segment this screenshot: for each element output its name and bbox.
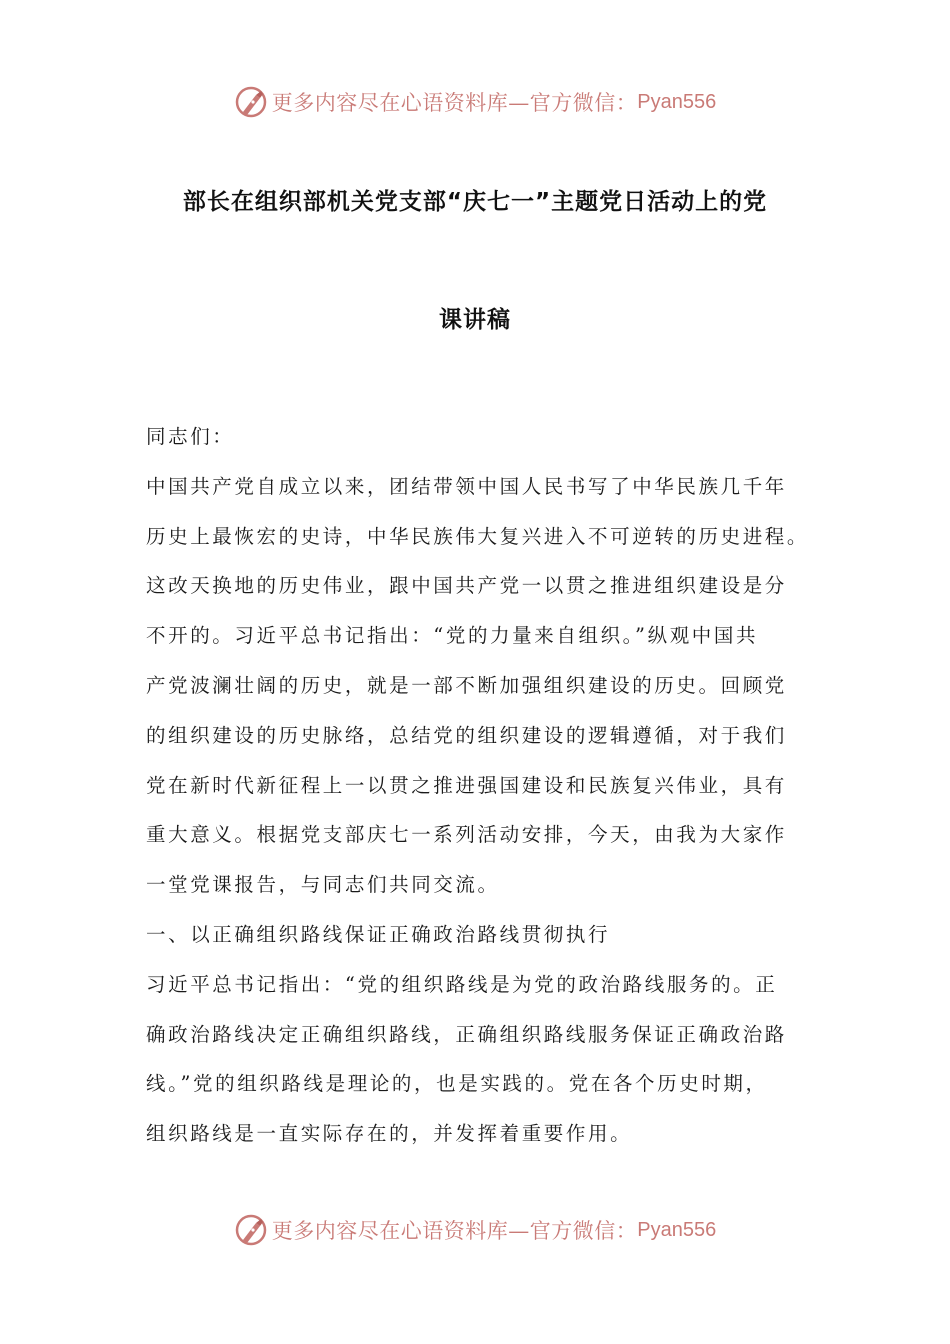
pen-nib-logo-icon [234,85,268,119]
banner-wechat-id: Pyan556 [637,1218,717,1241]
body-line: 习近平总书记指出：“党的组织路线是为党的政治路线服务的。正 [146,972,778,996]
document-body [146,412,826,1159]
section-heading: 一、以正确组织路线保证正确政治路线贯彻执行 [146,922,611,946]
body-line: 产党波澜壮阔的历史，就是一部不断加强组织建设的历史。回顾党 [146,673,787,697]
body-line: 同志们： [146,425,235,448]
banner-text: 更多内容尽在心语资料库—官方微信： [271,1219,638,1243]
pen-nib-logo-icon [234,1213,268,1247]
body-line: 线。”党的组织路线是理论的，也是实践的。党在各个历史时期， [146,1072,768,1096]
banner-text: 更多内容尽在心语资料库—官方微信： [271,91,638,115]
footer-banner [0,1210,950,1250]
body-line: 不开的。习近平总书记指出：“党的力量来自组织。”纵观中国共 [146,624,759,648]
document-title-line-2: 课讲稿 [439,307,511,333]
banner-wechat-id: Pyan556 [637,90,717,113]
body-line: 一堂党课报告，与同志们共同交流。 [146,873,500,897]
body-line: 确政治路线决定正确组织路线，正确组织路线服务保证正确政治路 [146,1022,787,1046]
body-line: 历史上最恢宏的史诗，中华民族伟大复兴进入不可逆转的历史进程。 [146,524,810,548]
body-line: 中国共产党自成立以来，团结带领中国人民书写了中华民族几千年 [146,474,787,498]
document-title-line-1: 部长在组织部机关党支部“庆七一”主题党日活动上的党 [182,189,768,215]
body-line: 重大意义。根据党支部庆七一系列活动安排，今天，由我为大家作 [146,823,787,847]
header-banner [0,82,950,122]
body-line: 组织路线是一直实际存在的，并发挥着重要作用。 [146,1122,633,1146]
body-line: 的组织建设的历史脉络，总结党的组织建设的逻辑遵循，对于我们 [146,723,787,747]
body-line: 这改天换地的历史伟业，跟中国共产党一以贯之推进组织建设是分 [146,574,787,598]
body-line: 党在新时代新征程上一以贯之推进强国建设和民族复兴伟业，具有 [146,773,787,797]
